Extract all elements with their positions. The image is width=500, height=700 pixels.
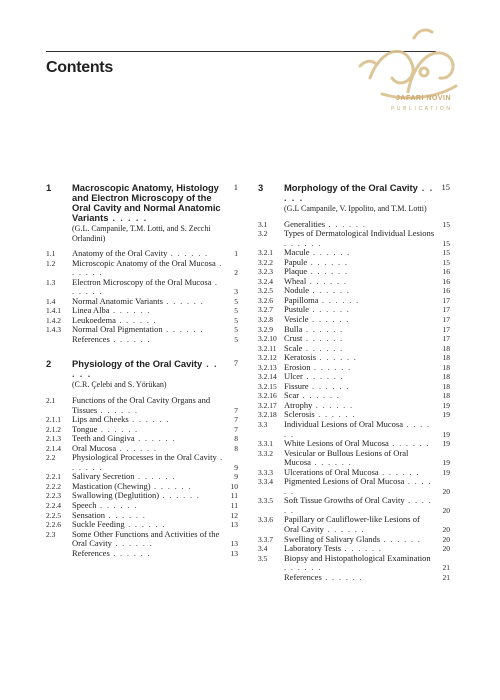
dot-leader: . . . . . . bbox=[380, 533, 422, 544]
entry-number: 2.1.2 bbox=[46, 424, 61, 434]
entry-number: 2.3 bbox=[46, 529, 56, 539]
dot-leader: . . . . . . bbox=[159, 490, 201, 501]
entry-title: Erosion bbox=[284, 361, 311, 372]
entry-number: 3.2.12 bbox=[258, 353, 277, 363]
entry-title: Vesicular or Bullous Lesions of Oral Mucosa bbox=[284, 447, 409, 468]
dot-leader: . . . . . . bbox=[308, 380, 350, 391]
entry-number: 1.2 bbox=[46, 258, 56, 268]
toc-entry[interactable] bbox=[258, 449, 450, 468]
entry-page: 5 bbox=[234, 334, 238, 344]
entry-page: 19 bbox=[442, 429, 450, 439]
toc-entry[interactable] bbox=[46, 278, 238, 297]
dot-leader: . . . . . bbox=[108, 212, 148, 223]
entry-title: White Lesions of Oral Mucosa bbox=[284, 438, 389, 449]
entry-title: Keratosis bbox=[284, 352, 317, 363]
entry-number: 2.1.3 bbox=[46, 434, 61, 444]
entry-number: 3.3.3 bbox=[258, 467, 273, 477]
dot-leader: . . . . . . bbox=[318, 294, 360, 305]
entry-number: 2.2.3 bbox=[46, 491, 61, 501]
entry-page: 16 bbox=[442, 276, 450, 286]
dot-leader: . . . . . . bbox=[310, 457, 353, 468]
entry-number: 1.1 bbox=[46, 249, 56, 258]
entry-number: 1.3 bbox=[46, 277, 56, 287]
chapter-number: 1 bbox=[46, 182, 52, 193]
dot-leader: . . . . . bbox=[72, 358, 218, 380]
toc-entry[interactable] bbox=[46, 259, 238, 278]
entry-number: 3.2.9 bbox=[258, 324, 273, 334]
dot-leader: . . . . . . bbox=[109, 547, 151, 558]
dot-leader: . . . . . . bbox=[109, 305, 151, 316]
entry-title: Pustule bbox=[284, 304, 310, 315]
chapter-entries bbox=[46, 396, 238, 558]
entry-number: 3.3.5 bbox=[258, 496, 273, 506]
dot-leader: . . . . . . bbox=[321, 571, 363, 582]
entry-page: 13 bbox=[230, 539, 238, 549]
dot-leader: . . . . . . bbox=[284, 562, 322, 573]
entry-text bbox=[258, 573, 450, 583]
entry-title: Normal Oral Pigmentation bbox=[72, 324, 163, 335]
toc-entry[interactable] bbox=[258, 515, 450, 534]
dot-leader: . . . . . . bbox=[111, 538, 154, 549]
entry-number: 3.5 bbox=[258, 553, 268, 563]
entry-number: 3.2.11 bbox=[258, 343, 277, 353]
dot-leader: . . . . . . bbox=[309, 285, 351, 296]
entry-page: 20 bbox=[442, 534, 450, 544]
entry-title: Tongue bbox=[72, 423, 98, 434]
entry-title: Electron Microscopy of the Oral Mucosa bbox=[72, 276, 212, 287]
entry-title: Mastication (Chewing) bbox=[72, 480, 151, 491]
dot-leader: . . . . . . bbox=[307, 256, 349, 267]
page-title: Contents bbox=[46, 59, 113, 76]
entry-title: Nodule bbox=[284, 285, 310, 296]
entry-text bbox=[46, 259, 238, 278]
entry-title: Papule bbox=[284, 256, 308, 267]
entry-title: References bbox=[72, 333, 110, 344]
entry-number: 3.2.6 bbox=[258, 295, 273, 305]
entry-text bbox=[46, 453, 238, 472]
entry-page: 16 bbox=[442, 267, 450, 277]
toc-entry[interactable] bbox=[46, 530, 238, 549]
dot-leader: . . . . . . bbox=[134, 471, 176, 482]
dot-leader: . . . . . . bbox=[109, 333, 151, 344]
toc-entry[interactable] bbox=[258, 573, 450, 583]
entry-page: 7 bbox=[234, 405, 238, 415]
entry-title: Functions of the Oral Cavity Organs and Tissues bbox=[72, 394, 211, 415]
entry-title: Laboratory Tests bbox=[284, 543, 342, 554]
toc-column-left bbox=[46, 183, 238, 558]
entry-text bbox=[46, 549, 238, 559]
entry-page: 17 bbox=[442, 334, 450, 344]
entry-number: 3.3.6 bbox=[258, 515, 273, 525]
chapter-number: 2 bbox=[46, 358, 52, 370]
entry-title: Vesicle bbox=[284, 313, 309, 324]
entry-page: 21 bbox=[442, 563, 450, 573]
entry-title: Speech bbox=[72, 499, 97, 510]
dot-leader: . . . . . . bbox=[341, 543, 383, 554]
entry-text bbox=[258, 420, 450, 439]
entry-title: Wheal bbox=[284, 275, 307, 286]
entry-page: 11 bbox=[230, 500, 238, 510]
entry-title: Sensation bbox=[72, 509, 106, 520]
entry-title: Lips and Cheeks bbox=[72, 414, 129, 425]
toc-entry[interactable] bbox=[258, 496, 450, 515]
entry-number: 3.2.13 bbox=[258, 362, 277, 372]
dot-leader: . . . . . . bbox=[128, 414, 170, 425]
entry-title: Scar bbox=[284, 390, 300, 401]
entry-number: 3.2.2 bbox=[258, 257, 273, 267]
toc-entry[interactable] bbox=[46, 396, 238, 415]
entry-title: Crust bbox=[284, 333, 303, 344]
entry-number: 3.2.16 bbox=[258, 391, 277, 401]
entry-title: Physiological Processes in the Oral Cavity bbox=[72, 452, 217, 463]
entry-page: 5 bbox=[234, 296, 238, 306]
toc-entry[interactable] bbox=[46, 335, 238, 345]
entry-page: 15 bbox=[442, 219, 450, 229]
entry-text bbox=[258, 449, 450, 468]
dot-leader: . . . . . . bbox=[284, 495, 433, 515]
entry-title: Pigmented Lesions of Oral Mucosa bbox=[284, 476, 405, 487]
chapter-title[interactable] bbox=[258, 183, 450, 203]
entry-title: Atrophy bbox=[284, 399, 313, 410]
entry-title: Swelling of Salivary Glands bbox=[284, 533, 381, 544]
chapter-entries bbox=[46, 249, 238, 344]
entry-page: 9 bbox=[234, 462, 238, 472]
dot-leader: . . . . . . bbox=[302, 333, 344, 344]
toc-entry[interactable] bbox=[258, 420, 450, 439]
dot-leader: . . . . . . bbox=[124, 519, 166, 530]
entry-title: Ulcerations of Oral Mucosa bbox=[284, 466, 379, 477]
dot-leader: . . . . . . bbox=[302, 342, 344, 353]
dot-leader: . . . . . . bbox=[116, 442, 158, 453]
entry-title: Linea Alba bbox=[72, 305, 110, 316]
toc-entry[interactable] bbox=[258, 477, 450, 496]
entry-title: Swallowing (Deglutition) bbox=[72, 490, 160, 501]
entry-page: 12 bbox=[230, 510, 238, 520]
entry-title: Papillary or Cauliflower-like Lesions of Oral Cavity bbox=[284, 514, 420, 534]
entry-title: Sclerosis bbox=[284, 409, 315, 420]
entry-page: 20 bbox=[442, 505, 450, 515]
entry-number: 3.2.4 bbox=[258, 276, 273, 286]
entry-page: 17 bbox=[442, 305, 450, 315]
dot-leader: . . . . . . bbox=[150, 480, 192, 491]
entry-number: 2.1.1 bbox=[46, 415, 61, 425]
entry-number: 3.3 bbox=[258, 419, 268, 429]
entry-page: 19 bbox=[442, 467, 450, 477]
entry-number: 2.2.2 bbox=[46, 481, 61, 491]
entry-page: 3 bbox=[234, 287, 238, 297]
entry-title: Leukoedema bbox=[72, 314, 116, 325]
entry-number: 2.2.5 bbox=[46, 510, 61, 520]
publisher-name: JAFARI NOVIN bbox=[396, 95, 452, 102]
entry-text bbox=[258, 496, 450, 515]
dot-leader: . . . . . . bbox=[307, 266, 349, 277]
entry-title: Bulla bbox=[284, 323, 303, 334]
entry-text bbox=[46, 278, 238, 297]
entry-page: 18 bbox=[442, 372, 450, 382]
entry-number: 3.3.1 bbox=[258, 439, 273, 449]
dot-leader: . . . . . . bbox=[378, 466, 420, 477]
entry-title: Anatomy of the Oral Cavity bbox=[72, 248, 168, 258]
entry-number: 2.1 bbox=[46, 395, 56, 405]
dot-leader: . . . . . . bbox=[299, 390, 341, 401]
toc-entry[interactable] bbox=[46, 453, 238, 472]
entry-page: 5 bbox=[234, 306, 238, 316]
toc-entry[interactable] bbox=[258, 229, 450, 248]
entry-page: 17 bbox=[442, 324, 450, 334]
entry-number: 3.2 bbox=[258, 229, 268, 239]
entry-number: 2.2.4 bbox=[46, 500, 61, 510]
entry-number: 3.2.7 bbox=[258, 305, 273, 315]
chapter-spacer bbox=[46, 344, 238, 354]
entry-page: 15 bbox=[442, 238, 450, 248]
entry-number: 1.4.1 bbox=[46, 306, 61, 316]
entry-page: 10 bbox=[230, 481, 238, 491]
entry-text bbox=[258, 477, 450, 496]
entry-number: 3.2.14 bbox=[258, 372, 277, 382]
chapter-page: 1 bbox=[233, 182, 238, 192]
entry-page: 20 bbox=[442, 544, 450, 554]
entry-text bbox=[46, 335, 238, 345]
chapter-authors: (C.R. Çelebi and S. Yörükan) bbox=[72, 380, 167, 390]
entry-number: 1.4 bbox=[46, 296, 56, 306]
dot-leader: . . . . . . bbox=[388, 438, 430, 449]
entry-page: 8 bbox=[234, 434, 238, 444]
entry-title: Individual Lesions of Oral Mucosa bbox=[284, 418, 403, 429]
entry-title: Suckle Feeding bbox=[72, 519, 125, 530]
entry-page: 19 bbox=[442, 400, 450, 410]
dot-leader: . . . . . . bbox=[105, 509, 147, 520]
dot-leader: . . . . . . bbox=[162, 295, 205, 306]
dot-leader: . . . . . . bbox=[302, 371, 344, 382]
chapter-title-text: Morphology of the Oral Cavity bbox=[284, 182, 418, 193]
entry-text bbox=[258, 554, 450, 573]
entry-title: Fissure bbox=[284, 380, 309, 391]
chapter-authors: (G.L Campanile, V. Ippolito, and T.M. Lotti) bbox=[284, 204, 427, 213]
entry-number: 2.2.1 bbox=[46, 472, 61, 482]
chapter-entries bbox=[258, 220, 450, 583]
dot-leader: . . . . . . bbox=[72, 257, 223, 278]
entry-page: 20 bbox=[442, 486, 450, 496]
entry-title: Generalities bbox=[284, 218, 326, 229]
entry-title: Soft Tissue Growths of Oral Cavity bbox=[284, 495, 405, 506]
entry-page: 18 bbox=[442, 381, 450, 391]
chapter-authors: (G.L. Campanile, T.M. Lotti, and S. Zecchi Orlandini) bbox=[72, 224, 211, 243]
chapter-number: 3 bbox=[258, 182, 264, 193]
entry-page: 20 bbox=[442, 525, 450, 534]
entry-page: 13 bbox=[230, 548, 238, 558]
entry-number: 3.4 bbox=[258, 544, 268, 554]
entry-page: 5 bbox=[234, 325, 238, 335]
dot-leader: . . . . . . bbox=[323, 524, 366, 534]
dot-leader: . . . . . . bbox=[316, 352, 358, 363]
entry-title: Some Other Functions and Activities of the Oral Cavity bbox=[72, 528, 220, 549]
entry-page: 19 bbox=[442, 439, 450, 449]
entry-number: 2.2.6 bbox=[46, 520, 61, 530]
dot-leader: . . . . . . bbox=[162, 324, 204, 335]
entry-text bbox=[46, 530, 238, 549]
chapter-title[interactable] bbox=[46, 359, 238, 379]
entry-page: 2 bbox=[234, 268, 238, 278]
entry-page: 18 bbox=[442, 353, 450, 363]
entry-page: 19 bbox=[442, 458, 450, 468]
chapter-heading[interactable] bbox=[46, 183, 238, 243]
chapter-page: 7 bbox=[233, 358, 238, 369]
entry-title: Plaque bbox=[284, 266, 308, 277]
dot-leader: . . . . . . bbox=[306, 275, 348, 286]
entry-title: Types of Dermatological Individual Lesions bbox=[284, 228, 435, 239]
dot-leader: . . . . . . bbox=[309, 304, 351, 315]
chapter-title[interactable] bbox=[46, 183, 238, 223]
entry-page: 8 bbox=[234, 443, 238, 453]
toc-entry[interactable] bbox=[46, 549, 238, 559]
entry-text bbox=[258, 229, 450, 248]
dot-leader: . . . . . . bbox=[314, 409, 356, 420]
chapter-heading[interactable] bbox=[258, 183, 450, 214]
entry-number: 3.3.7 bbox=[258, 534, 273, 544]
dot-leader: . . . . . . bbox=[134, 433, 176, 444]
entry-page: 15 bbox=[442, 257, 450, 267]
chapter-title-text: Macroscopic Anatomy, Histology and Electron Microscopy of the Oral Cavity and Normal Anatomic Variants bbox=[72, 182, 221, 223]
dot-leader: . . . . . . bbox=[284, 418, 431, 439]
entry-number: 3.3.4 bbox=[258, 477, 273, 487]
entry-number: 3.2.8 bbox=[258, 314, 273, 324]
entry-page: 5 bbox=[234, 315, 238, 325]
entry-page: 15 bbox=[442, 248, 450, 258]
entry-page: 7 bbox=[234, 424, 238, 434]
dot-leader: . . . . . . bbox=[96, 499, 138, 510]
entry-page: 1 bbox=[234, 249, 238, 258]
entry-page: 18 bbox=[442, 391, 450, 401]
entry-number: 2.2 bbox=[46, 453, 56, 463]
dot-leader: . . . . . . bbox=[310, 361, 352, 372]
entry-text bbox=[46, 396, 238, 415]
entry-number: 2.1.4 bbox=[46, 443, 61, 453]
dot-leader: . . . . . . bbox=[312, 399, 354, 410]
entry-title: Papilloma bbox=[284, 294, 319, 305]
toc-column-right bbox=[258, 183, 450, 582]
entry-title: Teeth and Gingiva bbox=[72, 433, 135, 444]
dot-leader: . . . . . bbox=[284, 182, 434, 203]
entry-page: 7 bbox=[234, 415, 238, 425]
chapter-title-text: Physiology of the Oral Cavity bbox=[72, 358, 203, 370]
entry-number: 1.4.3 bbox=[46, 325, 61, 335]
entry-title: Biopsy and Histopathological Examination bbox=[284, 552, 431, 563]
dot-leader: . . . . . . bbox=[302, 323, 344, 334]
entry-title: References bbox=[284, 571, 322, 582]
entry-title: Scale bbox=[284, 342, 303, 353]
entry-number: 3.2.3 bbox=[258, 267, 273, 277]
entry-number: 3.3.2 bbox=[258, 448, 273, 458]
entry-number: 3.1 bbox=[258, 219, 268, 229]
entry-page: 13 bbox=[230, 520, 238, 530]
entry-page: 19 bbox=[442, 410, 450, 420]
entry-page: 16 bbox=[442, 286, 450, 296]
entry-title: Oral Mucosa bbox=[72, 442, 117, 453]
entry-title: References bbox=[72, 547, 110, 558]
publisher-subtitle: PUBLICATION bbox=[391, 106, 453, 112]
dot-leader: . . . . . . bbox=[284, 237, 322, 248]
entry-title: Microscopic Anatomy of the Oral Mucosa bbox=[72, 257, 216, 268]
entry-page: 17 bbox=[442, 295, 450, 305]
entry-page: 11 bbox=[230, 491, 238, 501]
entry-title: Macule bbox=[284, 247, 310, 258]
entry-page: 21 bbox=[442, 572, 450, 582]
toc-entry[interactable] bbox=[258, 554, 450, 573]
entry-number: 3.2.17 bbox=[258, 400, 277, 410]
dot-leader: . . . . . . bbox=[167, 248, 209, 258]
entry-number: 3.2.10 bbox=[258, 334, 277, 344]
entry-number: 1.4.2 bbox=[46, 315, 61, 325]
entry-title: Normal Anatomic Variants bbox=[72, 295, 163, 306]
entry-title: Salivary Secretion bbox=[72, 471, 135, 482]
chapter-heading[interactable] bbox=[46, 359, 238, 390]
dot-leader: . . . . . . bbox=[325, 218, 367, 229]
entry-number: 3.2.1 bbox=[258, 248, 273, 258]
entry-number: 3.2.15 bbox=[258, 381, 277, 391]
entry-page: 18 bbox=[442, 343, 450, 353]
dot-leader: . . . . . . bbox=[308, 313, 350, 324]
dot-leader: . . . . . . bbox=[97, 404, 139, 415]
dot-leader: . . . . . . bbox=[72, 452, 224, 472]
dot-leader: . . . . . . bbox=[72, 276, 219, 297]
entry-page: 17 bbox=[442, 314, 450, 324]
entry-number: 3.2.5 bbox=[258, 286, 273, 296]
dot-leader: . . . . . . bbox=[115, 314, 158, 325]
publisher-logo-icon bbox=[352, 20, 472, 120]
dot-leader: . . . . . . bbox=[97, 423, 139, 434]
dot-leader: . . . . . . bbox=[284, 476, 432, 496]
entry-title: Ulcer bbox=[284, 371, 303, 382]
entry-page: 9 bbox=[234, 472, 238, 482]
entry-number: 3.2.18 bbox=[258, 410, 277, 420]
entry-page: 18 bbox=[442, 362, 450, 372]
dot-leader: . . . . . . bbox=[309, 247, 351, 258]
chapter-page: 15 bbox=[441, 182, 450, 192]
entry-text bbox=[258, 515, 450, 534]
